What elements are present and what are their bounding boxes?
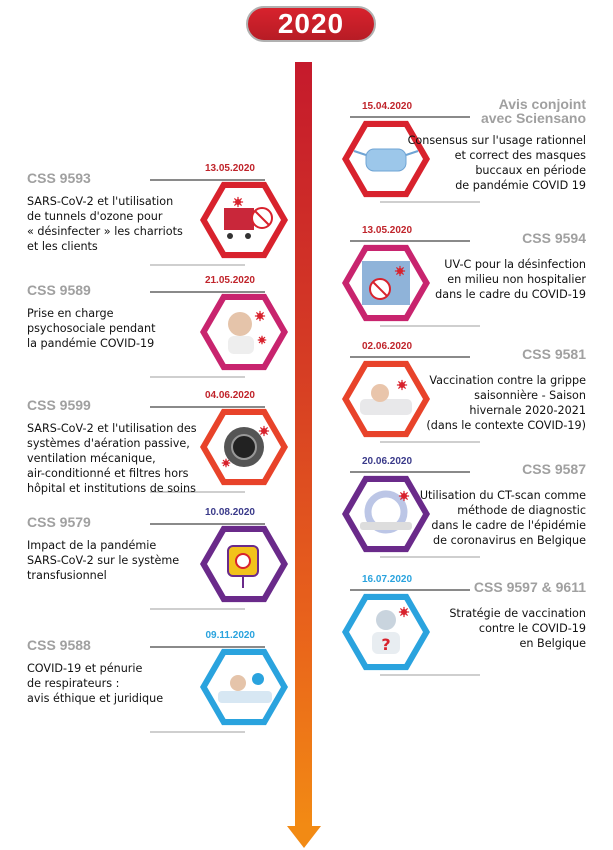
timeline-bar bbox=[295, 62, 312, 826]
entry-description: Stratégie de vaccination contre le COVID-19 en Belgique bbox=[449, 607, 586, 650]
entry-code: CSS 9579 bbox=[27, 514, 91, 530]
entry-description: UV-C pour la désinfection en milieu non hospitalier dans le cadre du COVID-19 bbox=[435, 258, 586, 301]
entry-date: 13.05.2020 bbox=[204, 163, 255, 174]
entry-code: CSS 9597 & 9611 bbox=[473, 579, 586, 595]
entry-code: CSS 9581 bbox=[522, 346, 586, 362]
year-badge: 2020 bbox=[246, 6, 376, 42]
shopping-cart-ozone-hexagon bbox=[198, 174, 290, 266]
entry-description: SARS-CoV-2 et l'utilisation des systèmes d'aération passive, ventilation mécanique, air-conditionné et filtres hors hôpital et institutions de soins bbox=[27, 422, 197, 495]
entry-date: 20.06.2020 bbox=[362, 456, 413, 467]
vaccination-question-hexagon bbox=[340, 586, 432, 678]
ct-scanner-hexagon bbox=[340, 468, 432, 560]
entry-description: Utilisation du CT-scan comme méthode de diagnostic dans le cadre de l'épidémie de coronavirus en Belgique bbox=[419, 489, 586, 547]
respirator-patient-hexagon bbox=[198, 641, 290, 733]
entry-code: CSS 9588 bbox=[27, 637, 91, 653]
entry-code: Avis conjoint avec Sciensano bbox=[480, 96, 586, 126]
entry-description: SARS-CoV-2 et l'utilisation de tunnels d'ozone pour « désinfecter » les charriots et les clients bbox=[27, 195, 183, 253]
entry-code: CSS 9587 bbox=[522, 461, 586, 477]
entry-date: 09.11.2020 bbox=[205, 630, 255, 641]
entry-code: CSS 9594 bbox=[522, 230, 586, 246]
entry-date: 04.06.2020 bbox=[204, 390, 255, 401]
entry-description: Consensus sur l'usage rationnel et correct des masques buccaux en période de pandémie COVID 19 bbox=[407, 134, 586, 192]
blood-bag-hexagon bbox=[198, 518, 290, 610]
distressed-person-hexagon bbox=[198, 286, 290, 378]
entry-date: 16.07.2020 bbox=[362, 574, 413, 585]
entry-date: 10.08.2020 bbox=[204, 507, 255, 518]
timeline-arrow-icon bbox=[287, 826, 321, 848]
ventilation-fan-hexagon bbox=[198, 401, 290, 493]
entry-date: 02.06.2020 bbox=[362, 341, 413, 352]
entry-description: COVID-19 et pénurie de respirateurs : avis éthique et juridique bbox=[27, 662, 164, 705]
entry-description: Prise en charge psychosociale pendant la pandémie COVID-19 bbox=[27, 307, 156, 350]
entry-code: CSS 9593 bbox=[27, 170, 91, 186]
entry-description: Vaccination contre la grippe saisonnière - Saison hivernale 2020-2021 (dans le contexte COVID-19) bbox=[426, 374, 586, 432]
entry-description: Impact de la pandémie SARS-CoV-2 sur le système transfusionnel bbox=[27, 539, 180, 582]
sick-person-hexagon bbox=[340, 353, 432, 445]
entry-code: CSS 9589 bbox=[27, 282, 91, 298]
entry-date: 15.04.2020 bbox=[362, 101, 413, 112]
uv-c-disinfection-icon bbox=[362, 261, 410, 305]
entry-code: CSS 9599 bbox=[27, 397, 91, 413]
uv-c-disinfection-hexagon bbox=[340, 237, 432, 329]
entry-date: 13.05.2020 bbox=[362, 225, 413, 236]
entry-date: 21.05.2020 bbox=[204, 275, 255, 286]
svg-text:?: ? bbox=[381, 635, 391, 654]
